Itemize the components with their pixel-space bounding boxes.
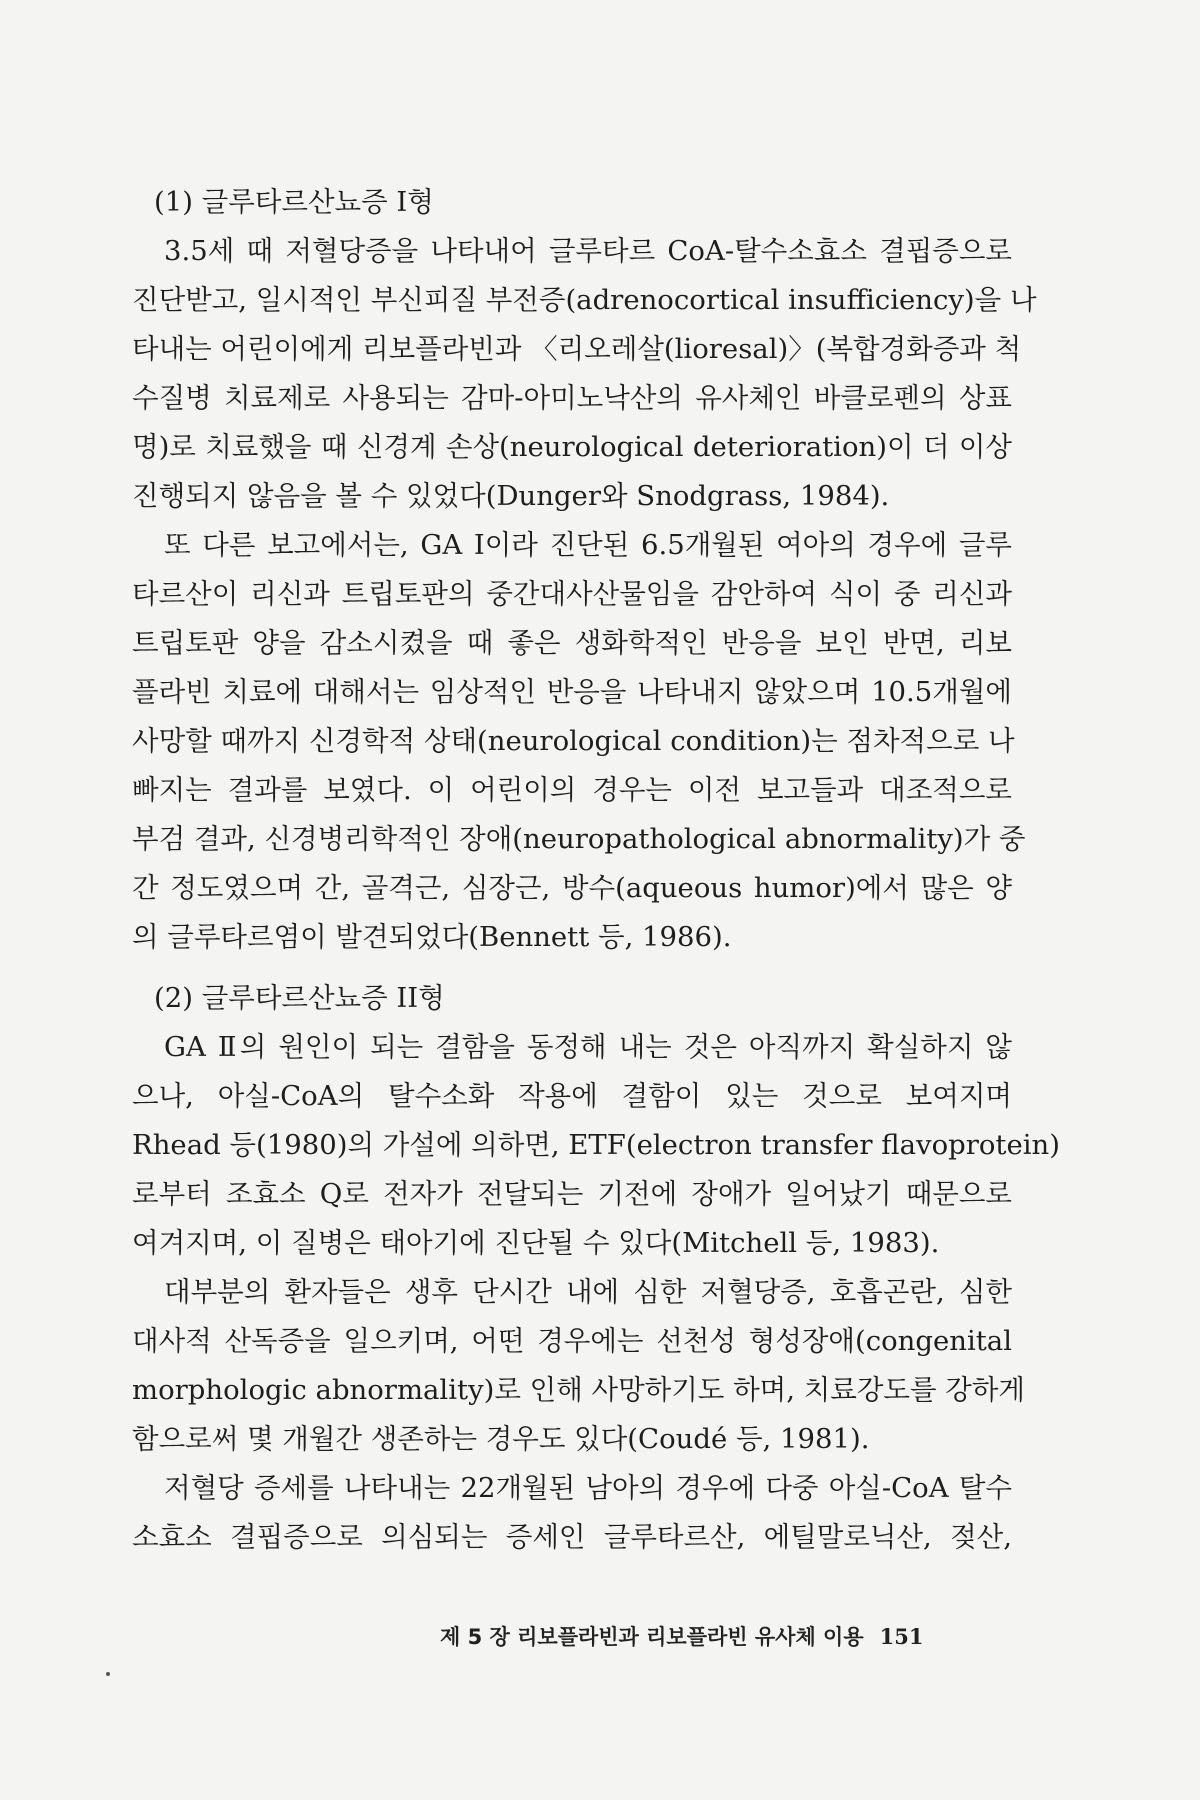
paragraph [132, 1464, 1012, 1562]
text-line: GA Ⅱ의 원인이 되는 결함을 동정해 내는 것은 아직까지 확실하지 않 [164, 1031, 1012, 1063]
text-line: 함으로써 몇 개월간 생존하는 경우도 있다(Coudé 등, 1981). [132, 1423, 870, 1455]
scan-speck [106, 1672, 110, 1676]
text-line: 대사적 산독증을 일으키며, 어떤 경우에는 선천성 형성장애(congenital [132, 1325, 1012, 1357]
paragraph [132, 1268, 1025, 1464]
text-line: 수질병 치료제로 사용되는 감마-아미노낙산의 유사체인 바클로펜의 상표 [132, 382, 1012, 414]
text-line: 으나, 아실-CoA의 탈수소화 작용에 결함이 있는 것으로 보여지며 [132, 1080, 1012, 1112]
page-number: 151 [879, 1624, 924, 1649]
section-heading-2: (2) 글루타르산뇨증 II형 [154, 982, 445, 1014]
text-line: 트립토판 양을 감소시켰을 때 좋은 생화학적인 반응을 보인 반면, 리보 [132, 627, 1012, 659]
text-line: 3.5세 때 저혈당증을 나타내어 글루타르 CoA-탈수소효소 결핍증으로 [164, 235, 1012, 267]
text-line: 대부분의 환자들은 생후 단시간 내에 심한 저혈당증, 호흡곤란, 심한 [164, 1276, 1012, 1308]
running-footer [440, 1621, 1020, 1651]
text-line: 사망할 때까지 신경학적 상태(neurological condition)는 점차적으로 나 [132, 725, 1015, 757]
text-line: 타내는 어린이에게 리보플라빈과 〈리오레살(lioresal)〉(복합경화증과 척 [132, 333, 1022, 365]
text-line: Rhead 등(1980)의 가설에 의하면, ETF(electron transfer flavoprotein) [132, 1129, 1060, 1161]
text-line: 진단받고, 일시적인 부신피질 부전증(adrenocortical insufficiency)을 나 [132, 284, 1037, 316]
text-line: 빠지는 결과를 보였다. 이 어린이의 경우는 이전 보고들과 대조적으로 [132, 774, 1012, 806]
text-line: 소효소 결핍증으로 의심되는 증세인 글루타르산, 에틸말로닉산, 젖산, [132, 1521, 1012, 1553]
text-line: morphologic abnormality)로 인해 사망하기도 하며, 치료강도를 강하게 [132, 1374, 1025, 1406]
text-line: 명)로 치료했을 때 신경계 손상(neurological deterioration)이 더 이상 [132, 431, 1012, 463]
text-line: 타르산이 리신과 트립토판의 중간대사산물임을 감안하여 식이 중 리신과 [132, 578, 1012, 610]
text-line: 여겨지며, 이 질병은 태아기에 진단될 수 있다(Mitchell 등, 1983). [132, 1227, 940, 1259]
section-spacer [132, 962, 1012, 974]
paragraph [132, 521, 1026, 962]
text-line: 또 다른 보고에서는, GA I이라 진단된 6.5개월된 여아의 경우에 글루 [164, 529, 1012, 561]
section-heading-1: (1) 글루타르산뇨증 I형 [154, 186, 434, 218]
paragraph [132, 227, 1037, 521]
text-line: 플라빈 치료에 대해서는 임상적인 반응을 나타내지 않았으며 10.5개월에 [132, 676, 1012, 708]
text-line: 로부터 조효소 Q로 전자가 전달되는 기전에 장애가 일어났기 때문으로 [132, 1178, 1012, 1210]
page-body [132, 178, 1060, 1562]
text-line: 간 정도였으며 간, 골격근, 심장근, 방수(aqueous humor)에서 많은 양 [132, 872, 1012, 904]
text-line: 저혈당 증세를 나타내는 22개월된 남아의 경우에 다중 아실-CoA 탈수 [164, 1472, 1012, 1504]
text-line: 진행되지 않음을 볼 수 있었다(Dunger와 Snodgrass, 1984). [132, 480, 890, 512]
text-line: 부검 결과, 신경병리학적인 장애(neuropathological abnormality)가 중 [132, 823, 1026, 855]
chapter-title: 제 5 장 리보플라빈과 리보플라빈 유사체 이용 [440, 1625, 864, 1649]
text-line: 의 글루타르염이 발견되었다(Bennett 등, 1986). [132, 921, 732, 953]
paragraph [132, 1023, 1060, 1268]
